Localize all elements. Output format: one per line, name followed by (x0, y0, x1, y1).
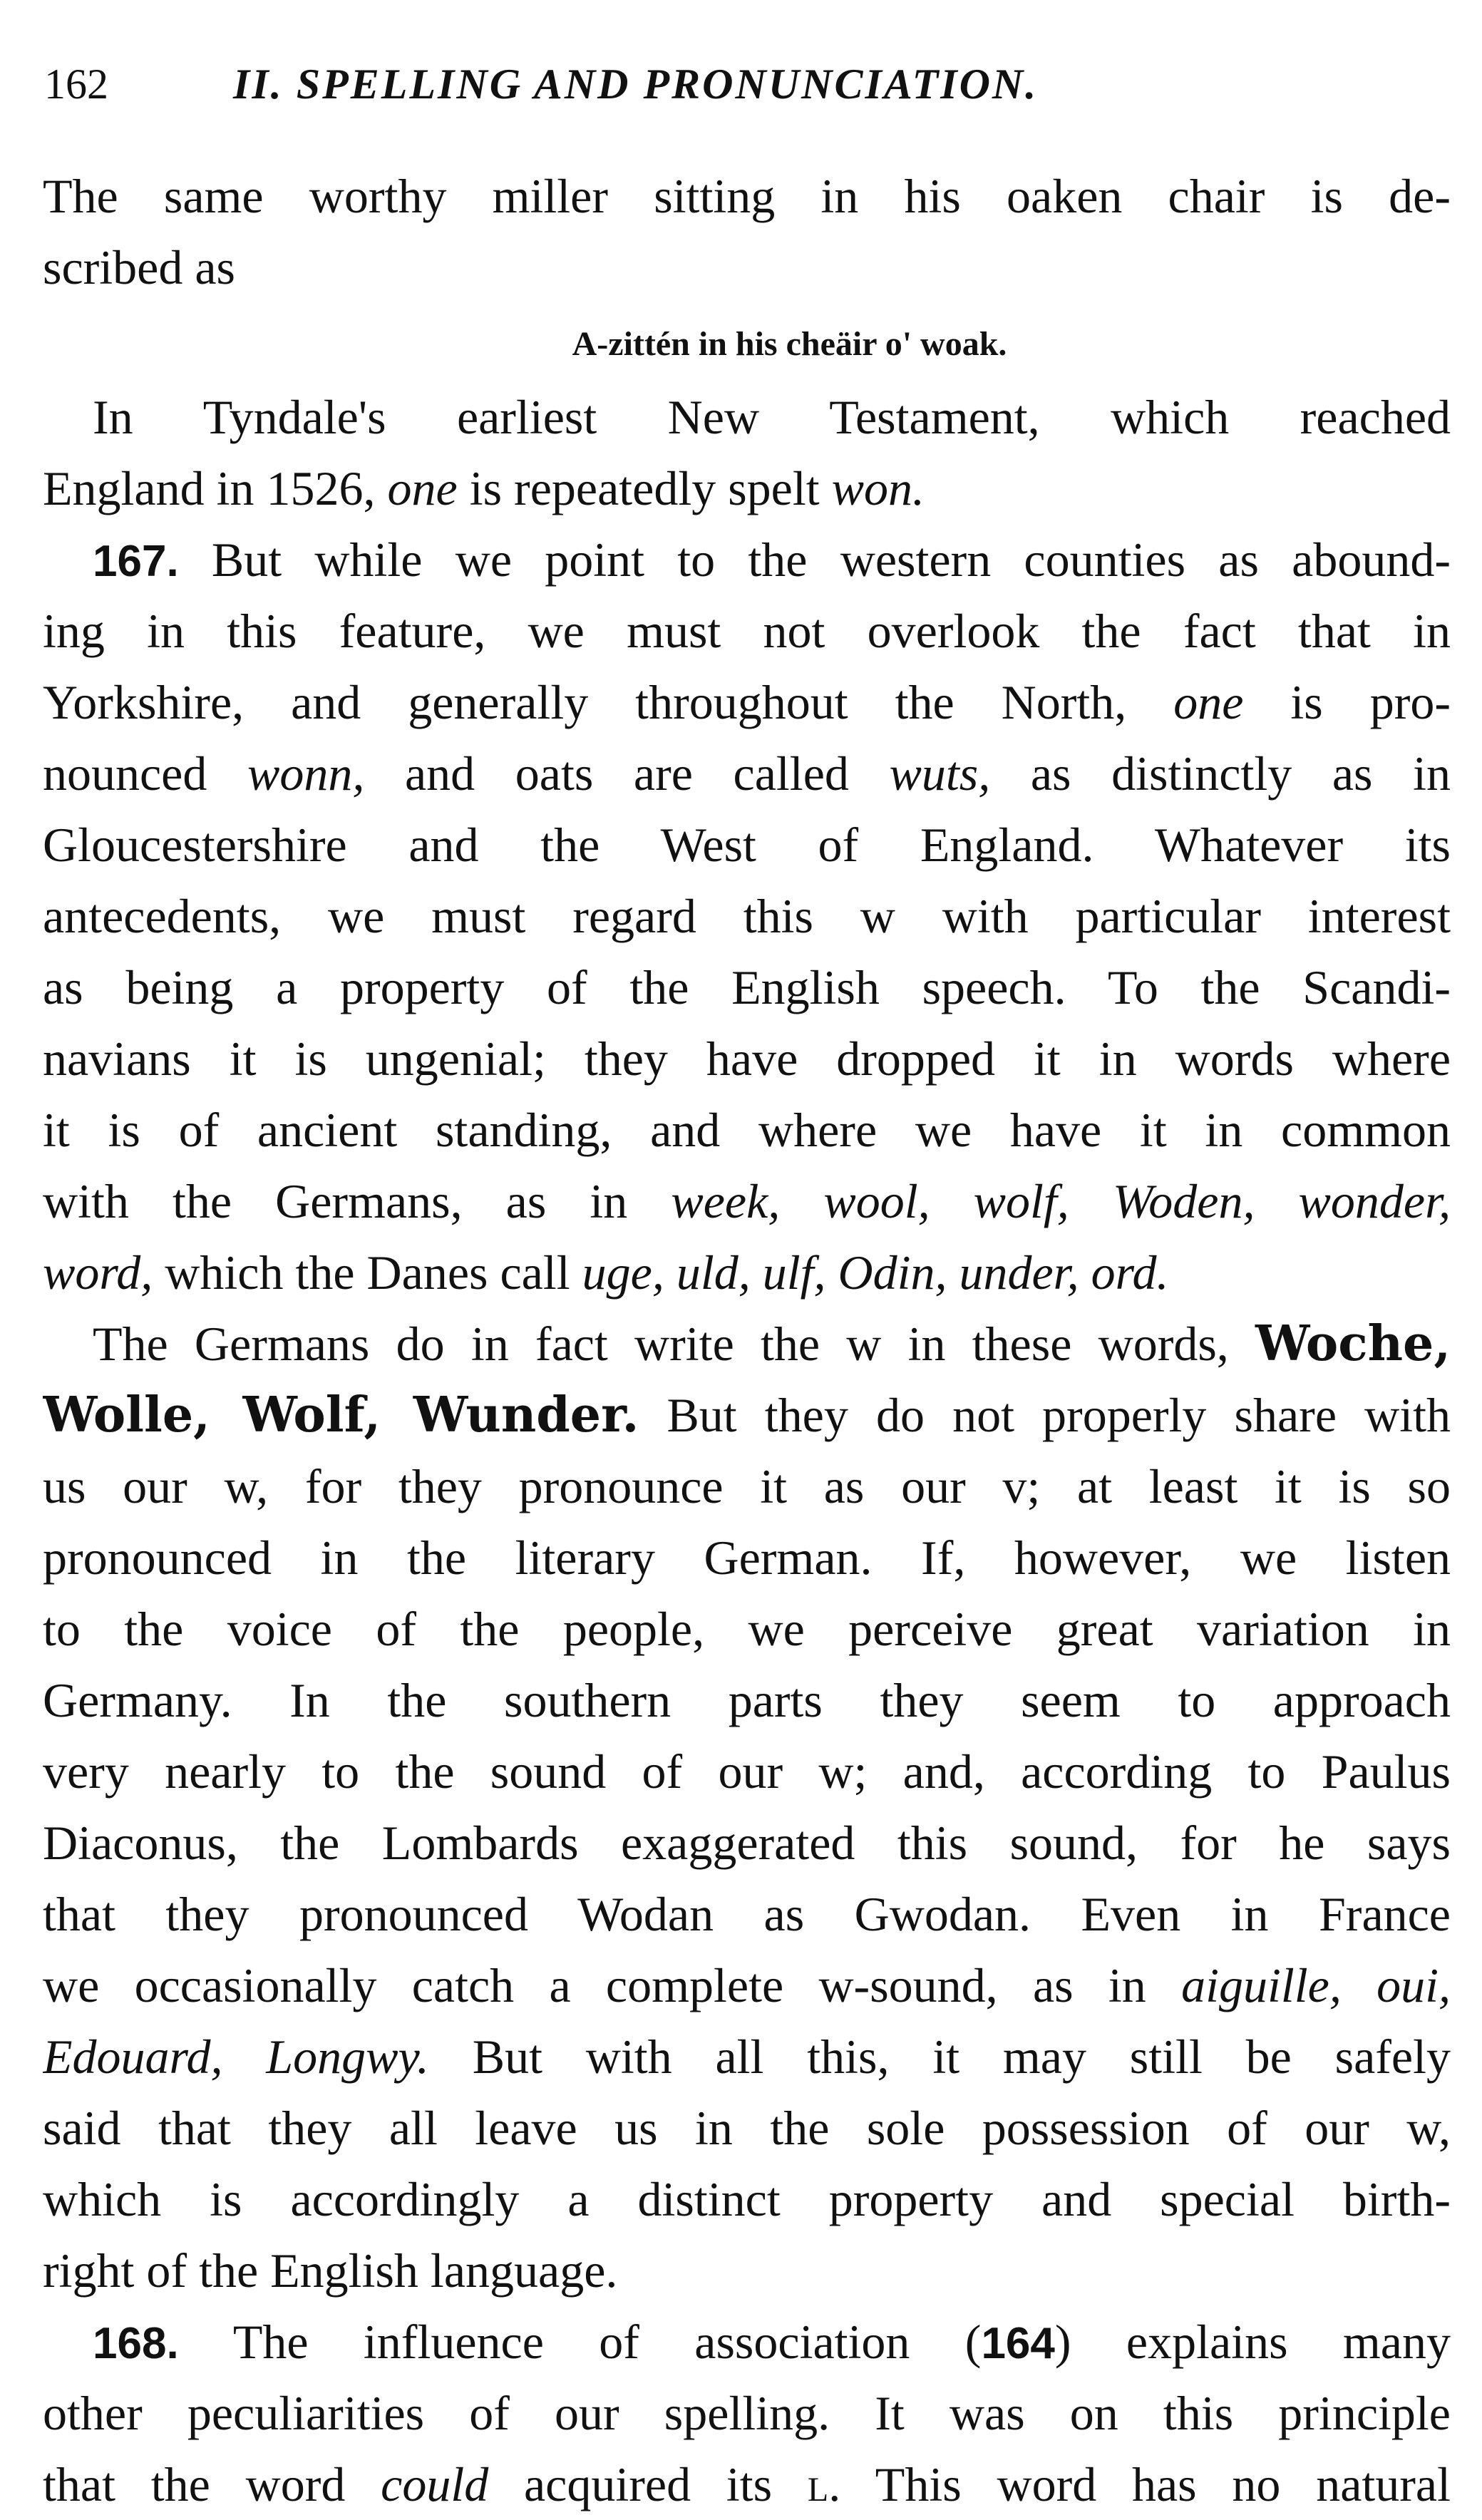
page-header (44, 56, 1453, 113)
text-run: Yorkshire, and generally throughout the North, (43, 675, 1174, 729)
text-line (43, 1593, 1451, 1665)
text-run: which the Danes call (153, 1245, 582, 1300)
text-run: we occasionally catch a complete w-sound, as in (43, 1958, 1182, 2012)
text-line (43, 738, 1451, 809)
text-line (43, 667, 1451, 738)
text-run: which is accordingly a distinct property and special birth- (43, 2172, 1451, 2226)
text-run: with the Germans, as in (43, 1174, 671, 1228)
text-run: said that they all leave us in the sole possession of our w, (43, 2101, 1451, 2155)
italic-word: won. (831, 461, 925, 515)
text-run: ) explains many (1054, 2315, 1451, 2369)
text-run: The Germans do in fact write the w in these words, (93, 1317, 1256, 1371)
text-run: antecedents, we must regard this w with particular interest (43, 889, 1451, 943)
blackletter-word: Wolle, Wolf, Wunder. (43, 1387, 639, 1444)
text-line (43, 1522, 1451, 1593)
dialect-quotation (43, 319, 1451, 369)
text-line (43, 2021, 1451, 2092)
text-line (43, 952, 1451, 1023)
text-line (43, 809, 1451, 880)
section-number: 164 (981, 2319, 1055, 2368)
text-line (43, 160, 1451, 232)
text-run: as being a property of the English speech. To the Scandi- (43, 960, 1451, 1014)
text-run: A-zittén in his cheäir o' woak. (572, 325, 1007, 363)
text-run: scribed as (43, 240, 236, 294)
text-run: other peculiarities of our spelling. It was on this principle (43, 2386, 1451, 2440)
text-line (43, 1023, 1451, 1094)
text-run: nounced (43, 746, 247, 801)
text-line (43, 2306, 1451, 2377)
text-run: This word has no natural (840, 2457, 1451, 2511)
text-line (43, 2235, 1451, 2306)
text-line (43, 1451, 1451, 1522)
text-line (43, 1094, 1451, 1166)
text-line (43, 1166, 1451, 1237)
text-run: as distinctly as in (990, 746, 1451, 801)
text-line (43, 1379, 1451, 1451)
text-run: acquired its (488, 2457, 808, 2511)
text-line (43, 2164, 1451, 2235)
italic-word: could (381, 2457, 489, 2511)
text-line (43, 381, 1451, 453)
page-number: 162 (44, 61, 108, 108)
text-line (43, 1665, 1451, 1736)
text-run: England in 1526, (43, 461, 388, 515)
text-run: it is of ancient standing, and where we have it in common (43, 1103, 1451, 1157)
text-run: The influence of association ( (178, 2315, 982, 2369)
text-run: that they pronounced Wodan as Gwodan. Even in France (43, 1887, 1451, 1941)
text-run: right of the English language. (43, 2243, 618, 2298)
text-run: pronounced in the literary German. If, however, we listen (43, 1531, 1451, 1585)
text-line (43, 2377, 1451, 2449)
text-run: and oats are called (364, 746, 890, 801)
text-run: is repeatedly spelt (457, 461, 832, 515)
section-number: 168. (93, 2319, 179, 2368)
text-line (43, 2092, 1451, 2164)
text-run: But they do not properly share with (639, 1388, 1451, 1442)
text-line (43, 1878, 1451, 1950)
italic-word: one (387, 461, 458, 515)
text-run: us our w, for they pronounce it as our v; at least it is so (43, 1459, 1451, 1513)
italic-word: one (1173, 675, 1244, 729)
italic-word: word, (43, 1245, 153, 1300)
text-line (43, 232, 1451, 303)
running-head: II. SPELLING AND PRONUNCIATION. (233, 61, 1039, 108)
text-run: to the voice of the people, we perceive great variation in (43, 1602, 1451, 1656)
text-line (43, 1807, 1451, 1878)
text-run: Diaconus, the Lombards exaggerated this sound, for he says (43, 1816, 1451, 1870)
text-line (43, 2449, 1451, 2520)
italic-word: week, wool, wolf, Woden, wonder, (671, 1174, 1451, 1228)
section-number: 167. (93, 537, 179, 586)
text-run: The same worthy miller sitting in his oaken chair is de- (43, 169, 1451, 223)
text-run: ing in this feature, we must not overlook the fact that in (43, 604, 1451, 658)
italic-word: wonn, (247, 746, 365, 801)
text-line (43, 524, 1451, 595)
italic-word: uge, uld, ulf, Odin, under, ord. (582, 1245, 1169, 1300)
text-line (43, 1950, 1451, 2021)
text-line (43, 595, 1451, 667)
text-run: In Tyndale's earliest New Testament, which reached (93, 390, 1451, 444)
text-run: But with all this, it may still be safely (428, 2030, 1451, 2084)
text-line (43, 1736, 1451, 1807)
italic-word: Edouard, Longwy. (43, 2030, 429, 2084)
text-run: that the word (43, 2457, 381, 2511)
text-line (43, 880, 1451, 952)
text-run: is pro- (1243, 675, 1451, 729)
text-line (43, 453, 1451, 524)
text-run: Gloucestershire and the West of England. Whatever its (43, 818, 1451, 872)
text-run: very nearly to the sound of our w; and, according to Paulus (43, 1744, 1451, 1799)
text-run: l. (807, 2457, 841, 2511)
text-run: Germany. In the southern parts they seem to approach (43, 1673, 1451, 1727)
text-run: But while we point to the western counties as abound- (178, 533, 1451, 587)
italic-word: wuts, (889, 746, 991, 801)
italic-word: aiguille, oui, (1181, 1958, 1451, 2012)
text-line (43, 1237, 1451, 1308)
blackletter-word: Woche, (1255, 1315, 1451, 1372)
text-line (43, 1308, 1451, 1379)
text-run: navians it is ungenial; they have dropped it in words where (43, 1032, 1451, 1086)
